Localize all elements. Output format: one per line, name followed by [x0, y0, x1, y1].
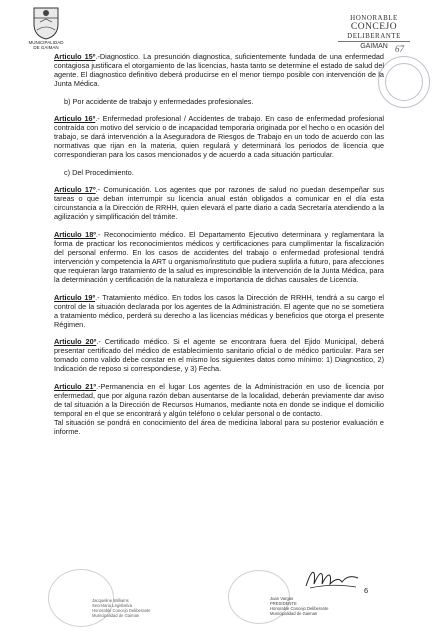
council-divider: [338, 41, 410, 42]
page-number: 6: [364, 586, 369, 595]
article-21-text: .-Permanencia en el lugar Los agentes de la Administración en uso de licencia por enfermedad, que por alguna razón deban ausentarse de la localidad, deberán previamente dar aviso de tal situación a la Dirección de Recursos Humanos, mediante nota en donde se indique el domicilio temporal en el que se encontrará y algún teléfono o celular personal o de contacto.: [54, 381, 384, 418]
right-signer-municipality: Municipalidad de Gaiman: [270, 611, 318, 616]
article-21-title: Articulo 21º: [54, 381, 97, 391]
article-19: [54, 293, 384, 329]
article-16-title: Articulo 16º: [54, 114, 96, 124]
section-b-heading: b) Por accidente de trabajo y enfermedades profesionales.: [64, 96, 254, 106]
article-19-text: .- Tratamiento médico. En todos los casos la Dirección de RRHH, tendrá a su cargo el control de la situación declarada por los agentes de la Administración. El agente que no se sometiera a tratamiento médico, perderá su derecho a las licencias médicas y beneficios que otorga el presente Régimen.: [54, 292, 384, 329]
left-signer-role: Secretaria Legislativa: [92, 603, 133, 608]
council-line-2: CONCEJO: [350, 22, 398, 32]
right-signer-body: Honorable Concejo Deliberante: [270, 606, 329, 611]
coat-of-arms-icon: [32, 6, 60, 40]
folio-number: 67: [395, 44, 404, 54]
article-18: [54, 230, 384, 284]
document-body: [54, 52, 384, 444]
article-18-text: .- Reconocimiento médico. El Departamento Ejecutivo determinara y reglamentara la forma de practicar los reconocimientos médicos y certificaciones para cumplimentar la fiscalización del personal enfermo. En los casos de accidentes del trabajo o enfermedad profesional tendrá intervención y competencia la ART u organismo/instituto que pudiera suplirla a futuro, para afecciones que requieran largo tratamiento de la salud es imprescindible la intervención de la Junta Médica, para la determinación y certificación de la naturaleza e importancia de dichas causales de Licencia.: [54, 229, 384, 284]
right-signer-role: PRESIDENTE: [270, 601, 297, 606]
article-16-text: .- Enfermedad profesional / Accidentes de trabajo. En caso de enfermedad profesional contraída con motivo del servicio o de incapacidad temporaria originada por el hecho o en ocasión del trabajo, se dará intervención a la Aseguradora de Riesgos de Trabajo en un todo de acuerdo con las normativas que rijan en la materia, quien regulará y determinará los periodos de licencia que correspondieran para los casos mencionados y de acuerdo a cada situación particular.: [54, 114, 384, 160]
municipal-crest: [18, 6, 74, 50]
right-signature-block: [270, 596, 350, 616]
right-signer-name: Juan Vargas: [270, 596, 294, 601]
closing-paragraph: Tal situación se pondrá en conocimiento del área de medicina laboral para su posterior evaluación e informe.: [54, 417, 384, 436]
article-16: [54, 114, 384, 159]
article-20-title: Articulo 20º: [54, 337, 97, 347]
left-signer-body: Honorable Concejo Deliberante: [92, 608, 151, 613]
left-signer-name: Jacqueline Williams: [92, 598, 129, 603]
left-signer-municipality: Municipalidad de Gaiman: [92, 613, 140, 618]
article-20-text: .- Certificado médico. Si el agente se encontrara fuera del Ejido Municipal, deberá presentar certificado del médico de establecimiento sanitario oficial o de médico particular. Para ser tomado como valido debe constar en el mismo los siguientes datos como mínimo: 1) Diagnostico, 2) Indicación de reposo si correspondiese, y 3) Fecha.: [54, 337, 384, 374]
council-place: GAIMAN: [360, 43, 388, 50]
article-15-title: Articulo 15º: [54, 52, 96, 61]
left-signature-block: [92, 598, 172, 618]
article-19-title: Articulo 19º: [54, 292, 96, 302]
council-line-1: HONORABLE: [350, 14, 398, 22]
section-c-heading: c) Del Procedimiento.: [64, 167, 134, 177]
crest-caption-2: DE GAIMAN: [33, 45, 59, 50]
article-17-text: .- Comunicación. Los agentes que por razones de salud no puedan desempeñar sus tareas o que deban interrumpir su licencia anual están obligados a comunicar en el día esta circunstancia a la Dirección de RRHH, quien elevará el parte diario a cada Secretaría atendiendo a la agilización y simplificación del trámite.: [54, 185, 384, 222]
article-15-text: .-Diagnostico. La presunción diagnostica, suficientemente fundada de una enfermedad contagiosa justificara el otorgamiento de las licencias, hasta tanto se determine el estado de salud del agente. El diagnostico definitivo deberá producirse en el menor tiempo posible con intervención de la Junta Médica.: [54, 52, 384, 88]
council-line-3: DELIBERANTE: [347, 32, 401, 40]
article-21: [54, 382, 384, 418]
article-15: [54, 52, 384, 88]
folio-stamp: [378, 56, 430, 108]
article-18-title: Articulo 18º: [54, 229, 96, 239]
article-17: [54, 185, 384, 221]
article-17-title: Articulo 17º: [54, 185, 96, 195]
article-20: [54, 337, 384, 373]
handwritten-signature: [302, 566, 362, 592]
crest-caption-1: MUNICIPALIDAD: [28, 40, 64, 45]
